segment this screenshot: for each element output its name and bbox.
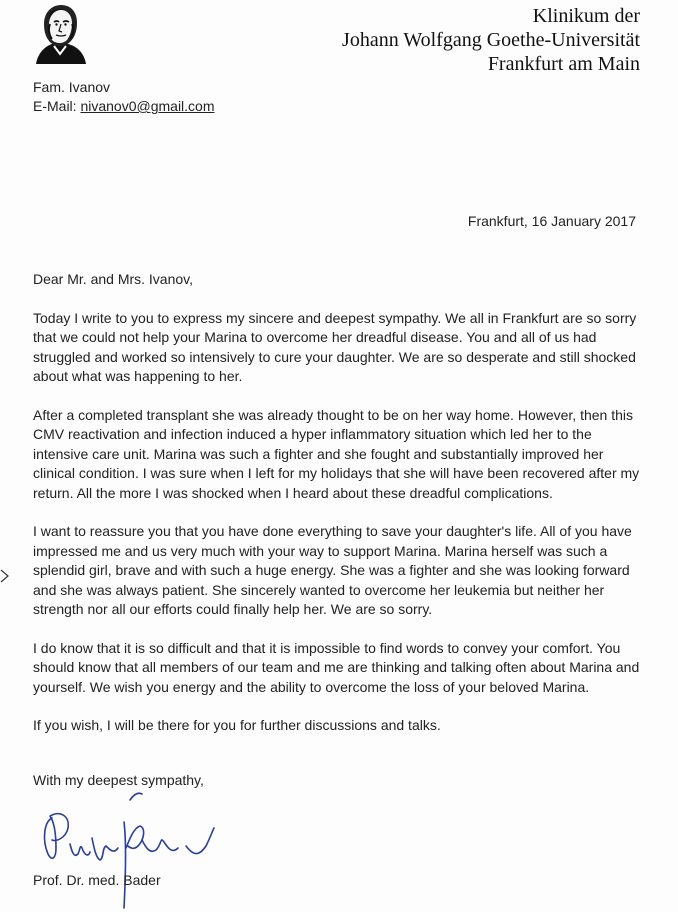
letterhead-line-3: Frankfurt am Main — [487, 53, 640, 75]
goethe-portrait-logo — [30, 2, 90, 64]
letter-date: Frankfurt, 16 January 2017 — [467, 213, 636, 229]
signer-name: Prof. Dr. med. Bader — [33, 872, 161, 888]
closing-line: With my deepest sympathy, — [33, 772, 204, 788]
paragraph-2: After a completed transplant she was already thought to be on her way home. However, then this CMV reactivation and infection induced a hyper inflammatory situation which led her to the intensive care unit. Marina was such a fighter and she fought and substantially improved her clinical condition. I was sure when I left for my holidays that she will have been recovered after my return. All the more I was shocked when I heard about these dreadful complications. — [33, 406, 640, 501]
handwritten-signature — [30, 788, 230, 912]
paragraph-1: Today I write to you to express my sincere and deepest sympathy. We all in Frankfurt are so sorry that we could not help your Marina to overcome her dreadful disease. You and all of us had struggled and worked so intensively to cure your daughter. We are so desperate and still shocked about what was happening to her. — [33, 309, 637, 384]
letter-body — [33, 270, 643, 755]
email-label: E-Mail: — [33, 98, 77, 114]
salutation: Dear Mr. and Mrs. Ivanov, — [33, 271, 194, 287]
margin-arrow-icon — [0, 568, 10, 584]
paragraph-5: If you wish, I will be there for you for further discussions and talks. — [33, 717, 441, 733]
paragraph-3: I want to reassure you that you have done everything to save your daughter's life. All of you have impressed me and us very much with your way to support Marina. Marina herself was such a splendid girl, brave and with such a huge energy. She was a fighter and she was looking forward and she was always patient. She sincerely wanted to overcome her leukemia but neither her strength nor all our efforts could finally help her. We are so sorry. — [33, 523, 632, 617]
letterhead-line-2: Johann Wolfgang Goethe-Universität — [342, 29, 640, 51]
letterhead-line-1: Klinikum der — [532, 5, 640, 27]
paragraph-4: I do know that it is so difficult and that it is impossible to find words to convey your comfort. You should know that all members of our team and me are thinking and talking often about Marina and yourself. We wish you energy and the ability to overcome the loss of your beloved Marina. — [33, 639, 640, 695]
recipient-name: Fam. Ivanov — [33, 79, 111, 95]
recipient-block — [33, 78, 215, 116]
recipient-email-line — [33, 97, 215, 116]
letterhead — [342, 4, 640, 76]
email-link[interactable]: nivanov0@gmail.com — [80, 98, 215, 114]
